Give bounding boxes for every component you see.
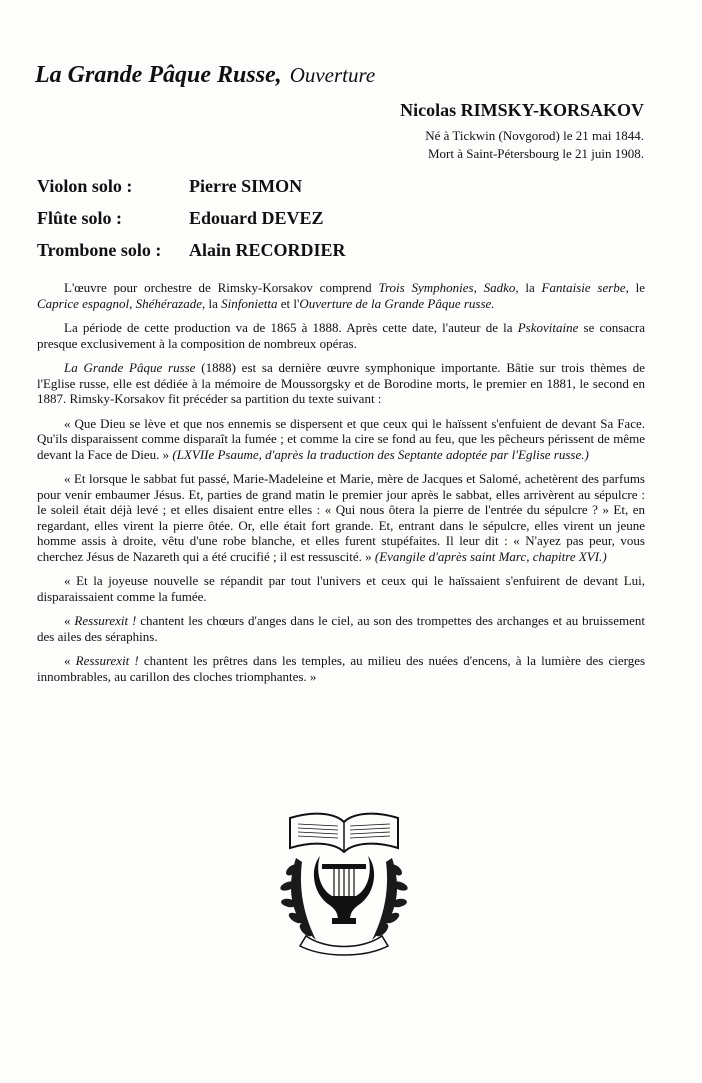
text-run-italic: La Grande Pâque russe [64,360,196,375]
text-run: « [64,613,75,628]
title-main: La Grande Pâque Russe, [35,62,282,88]
text-run: chantent les prêtres dans les temples, au milieu des nuées d'encens, à la lumière des cierges innombrables, au carillon des cloches triomphantes. » [37,653,646,684]
composer-name [400,100,644,121]
work-title [35,62,375,89]
text-run-italic: Pskovitaine [517,320,579,335]
text-run: L'œuvre pour orchestre de Rimsky-Korsakov comprend [64,280,379,295]
text-run-italic: Ressurexit ! [74,613,137,628]
composer-block [400,100,644,163]
composer-birth: Né à Tickwin (Novgorod) le 21 mai 1844. [425,128,644,143]
text-run-italic: Ouverture de la Grande Pâque russe. [299,295,495,311]
text-run: « Et lorsque le sabbat fut passé, Marie-Madeleine et Marie, mère de Jacques et Salomé, achetèrent des parfums pour venir embaumer Jésus. Et, parties de grand matin le premier jour après le sabbat, elles arrivèrent au sépulcre : le soleil était déjà levé ; et elles disaient entre elles : « Qui nous ôtera la pierre de l'entrée du sépulcre ? » Et, en regardant, elles virent la pierre ôtée. Or, elle était fort grande. Et, entrant dans le sépulcre, elles virent un jeune homme assis à droite, vêtu d'une robe blanche, et elles furent stupéfaites. Il leur dit : « N'ayez pas peur, vous cherchez Jésus de Nazareth qui a été crucifié ; il est ressuscité. » [37,471,645,564]
soloist-row [37,234,346,266]
composer-surname: RIMSKY-KORSAKOV [460,100,644,120]
soloists-list [37,170,346,266]
paragraph-works [37,280,645,311]
text-run: et l' [277,295,300,311]
paragraph-angels [37,613,645,644]
lyre-emblem-graphic [276,808,412,956]
soloist-role: Violon solo : [37,175,133,196]
text-run: La période de cette production va de 1865 à 1888. Après cette date, l'auteur de la [64,320,518,335]
text-run-italic: Trois Symphonies, Sadko, [378,280,519,295]
program-notes [37,280,645,693]
text-run-italic: Caprice espagnol, Shéhérazade, [37,295,206,311]
soloist-role: Flûte solo : [37,207,122,228]
text-run-italic: (LXVIIe Psaume, d'après la traduction des Septante adoptée par l'Eglise russe.) [172,446,589,462]
title-subtitle: Ouverture [289,63,376,87]
lyre [314,856,374,924]
text-run-italic: Ressurexit ! [75,653,139,668]
text-run: « [64,653,76,668]
text-run: la [205,295,222,311]
text-run: chantent les chœurs d'anges dans le ciel, au son des trompettes des archanges et au bruissement des ailes des séraphins. [37,613,646,644]
text-run-italic: Sinfonietta [221,295,278,311]
soloist-name: Edouard DEVEZ [189,207,324,228]
lyre-emblem-icon [276,808,412,956]
soloist-name: Alain RECORDIER [189,239,346,260]
paragraph-priests [37,653,645,684]
text-run: « Que Dieu se lève et que nos ennemis se dispersent et que ceux qui le haïssent s'enfuient de devant Sa Face. Qu'ils disparaissent comme disparaît la fumée ; et comme la cire se fond au feu, que les pêcheurs périssent de même devant la Face de Dieu. » [37,415,645,462]
soloist-name: Pierre SIMON [189,175,303,196]
text-run: la [518,280,542,295]
composer-given-name: Nicolas [400,100,457,120]
composer-death: Mort à Saint-Pétersbourg le 21 juin 1908. [427,146,644,161]
text-run-italic: (Evangile d'après saint Marc, chapitre XVI.) [374,548,607,564]
paragraph-period [37,320,645,351]
ribbon [300,936,388,955]
soloist-role: Trombone solo : [37,239,162,260]
soloist-row [37,170,346,202]
open-book [290,814,398,852]
text-run: se consacra presque exclusivement à la composition de nombreux opéras. [37,320,645,351]
text-run-italic: Fantaisie serbe, [541,280,629,295]
text-run: le [628,280,645,295]
paragraph-psalm [37,416,645,463]
paragraph-gospel [37,471,645,564]
soloist-row [37,202,346,234]
paragraph-dedication [37,360,645,407]
paragraph-joyous-news: « Et la joyeuse nouvelle se répandit par tout l'univers et ceux qui le haïssaient s'enfuirent de devant Lui, disparaissaient comme la fumée. [37,573,645,604]
text-run: (1888) est sa dernière œuvre symphonique importante. Bâtie sur trois thèmes de l'Eglise russe, elle est dédiée à la mémoire de Moussorgsky et de Borodine morts, le premier en 1881, le second en 1887. Rimsky-Korsakov fit précéder sa partition du texte suivant : [37,360,645,406]
